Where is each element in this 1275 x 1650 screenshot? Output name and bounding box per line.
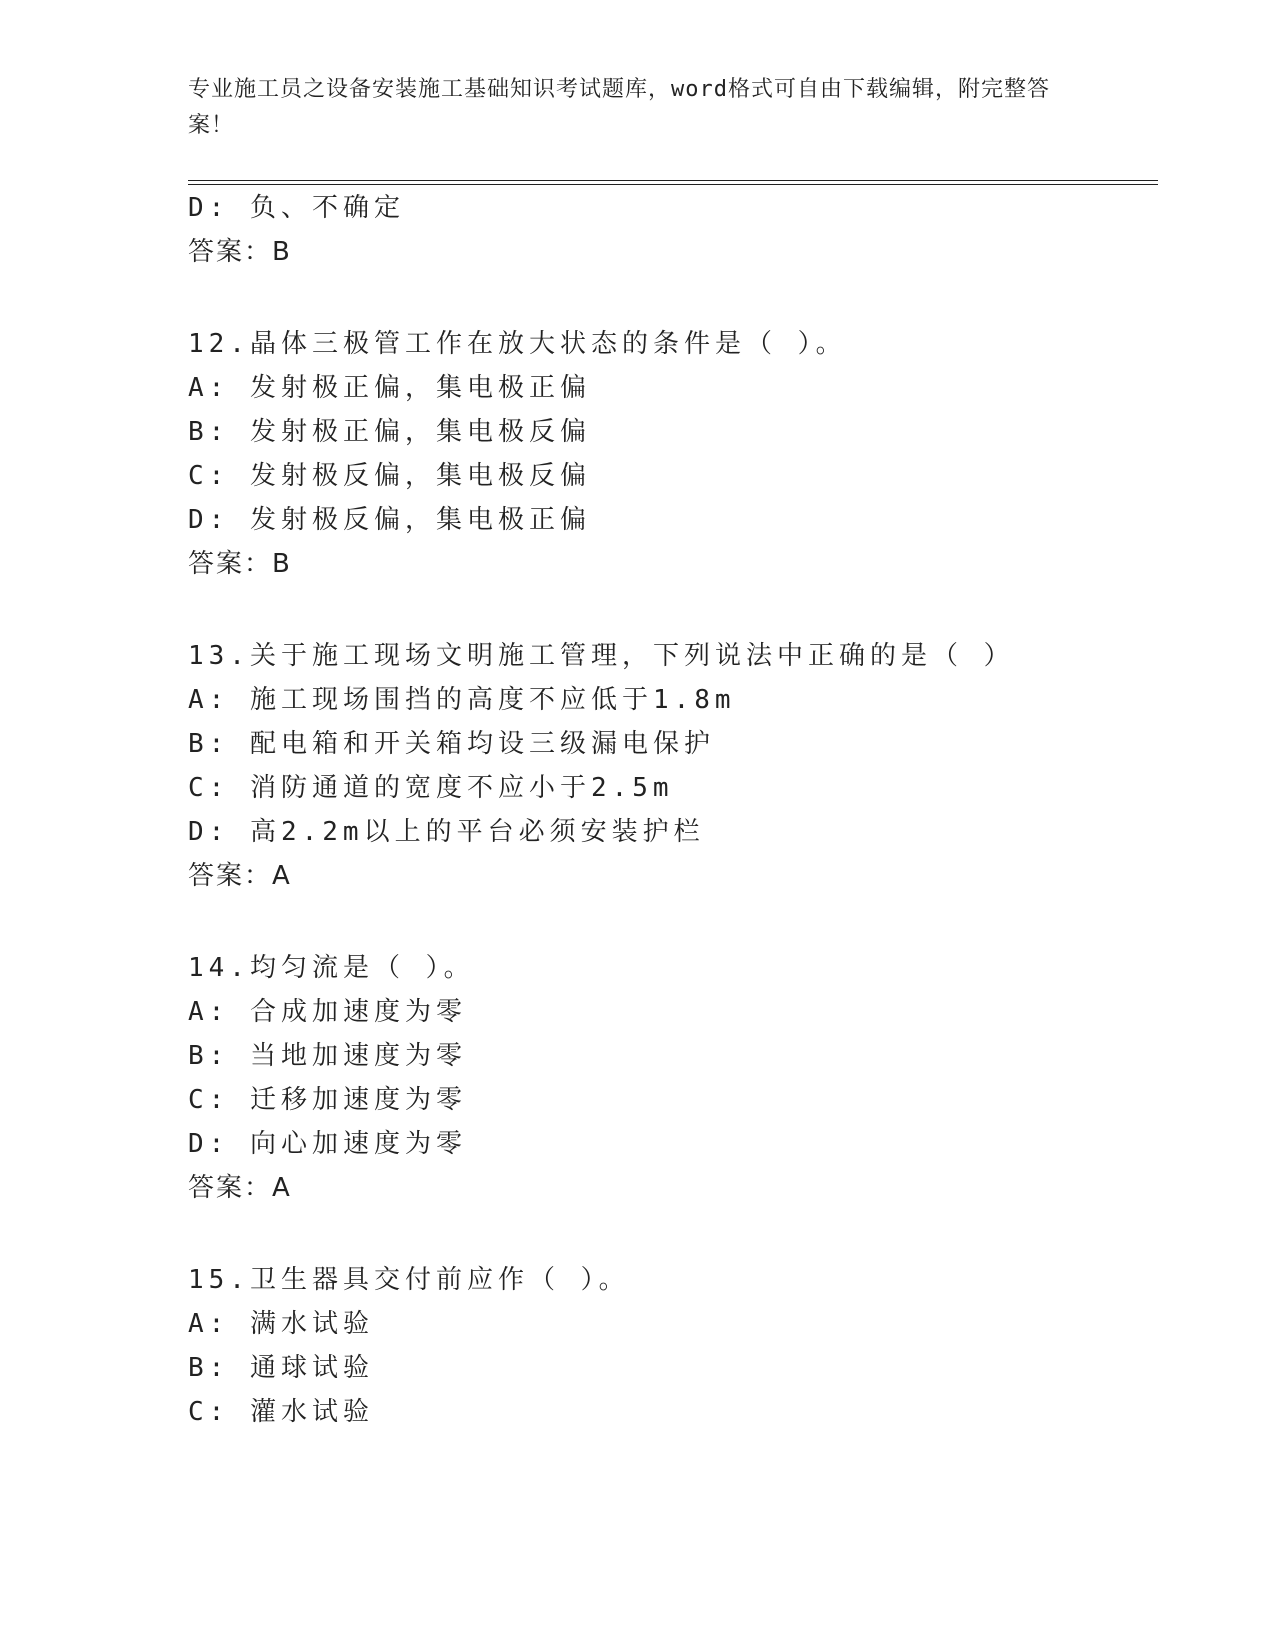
question-12-option-c: C: 发射极反偏，集电极反偏 bbox=[188, 461, 591, 491]
question-12-option-a: A: 发射极正偏，集电极正偏 bbox=[188, 373, 591, 403]
question-14-stem: 14.均匀流是（ ）。 bbox=[188, 953, 475, 983]
question-12-option-b: B: 发射极正偏，集电极反偏 bbox=[188, 417, 591, 447]
question-14-option-c: C: 迁移加速度为零 bbox=[188, 1085, 467, 1115]
question-15-option-a: A: 满水试验 bbox=[188, 1309, 374, 1339]
question-12-answer: 答案：B bbox=[188, 549, 292, 579]
question-15-stem: 15.卫生器具交付前应作（ ）。 bbox=[188, 1265, 630, 1295]
header-divider-secondary bbox=[188, 184, 1158, 185]
prev-option-d: D: 负、不确定 bbox=[188, 193, 405, 223]
question-12-option-d: D: 发射极反偏，集电极正偏 bbox=[188, 505, 591, 535]
question-13-option-d: D: 高2.2m以上的平台必须安装护栏 bbox=[188, 817, 705, 847]
question-14-option-b: B: 当地加速度为零 bbox=[188, 1041, 467, 1071]
question-15-option-c: C: 灌水试验 bbox=[188, 1397, 374, 1427]
question-14-option-a: A: 合成加速度为零 bbox=[188, 997, 467, 1027]
question-13-answer: 答案：A bbox=[188, 861, 292, 891]
question-14-answer: 答案：A bbox=[188, 1173, 292, 1203]
header-divider bbox=[188, 180, 1158, 181]
question-12-stem: 12.晶体三极管工作在放大状态的条件是（ ）。 bbox=[188, 329, 847, 359]
question-15-option-b: B: 通球试验 bbox=[188, 1353, 374, 1383]
question-13-option-b: B: 配电箱和开关箱均设三级漏电保护 bbox=[188, 729, 715, 759]
document-header: 专业施工员之设备安装施工基础知识考试题库，word格式可自由下载编辑，附完整答案！ bbox=[188, 77, 1050, 138]
question-14-option-d: D: 向心加速度为零 bbox=[188, 1129, 467, 1159]
question-13-option-c: C: 消防通道的宽度不应小于2.5m bbox=[188, 773, 674, 803]
question-13-option-a: A: 施工现场围挡的高度不应低于1.8m bbox=[188, 685, 736, 715]
prev-answer: 答案：B bbox=[188, 237, 292, 267]
question-13-stem: 13.关于施工现场文明施工管理，下列说法中正确的是（ ） bbox=[188, 641, 1015, 671]
